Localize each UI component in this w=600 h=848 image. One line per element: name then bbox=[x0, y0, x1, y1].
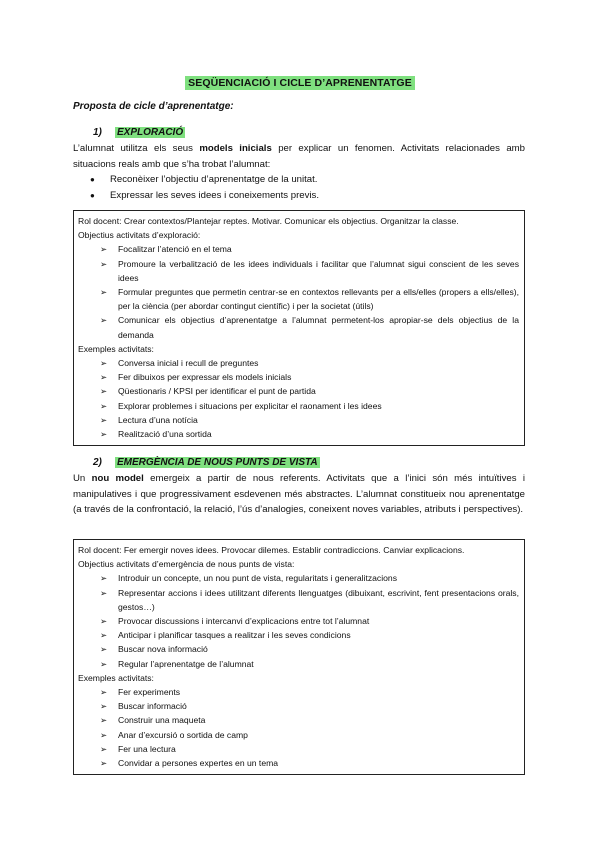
section2-rol: Rol docent: Fer emergir noves idees. Provocar dilemes. Establir contradiccions. Canviar explicacions. bbox=[78, 545, 465, 555]
list-item: ➢ Realització d’una sortida bbox=[78, 427, 519, 441]
section1-title: EXPLORACIÓ bbox=[117, 127, 184, 138]
section1-rol: Rol docent: Crear contextos/Plantejar reptes. Motivar. Comunicar els objectius. Organitzar la classe. bbox=[78, 216, 459, 226]
list-item: ➢ Provocar discussions i intercanvi d’explicacions entre tot l’alumnat bbox=[78, 614, 519, 628]
list-item: ➢ Anar d’excursió o sortida de camp bbox=[78, 728, 519, 742]
list-item: ➢ Fer una lectura bbox=[78, 742, 519, 756]
list-item: ➢ Fer dibuixos per expressar els models inicials bbox=[78, 370, 519, 384]
section2-title: EMERGÈNCIA DE NOUS PUNTS DE VISTA bbox=[117, 457, 318, 468]
section2-objectius-label: Objectius activitats d’emergència de nous punts de vista: bbox=[78, 559, 295, 570]
section2-objectius-list bbox=[78, 571, 519, 670]
section2-paragraph bbox=[73, 471, 525, 518]
list-item: ➢ Buscar informació bbox=[78, 699, 519, 713]
section2-exemples-list bbox=[78, 685, 519, 770]
title-wrap bbox=[0, 73, 600, 91]
list-item: ➢ Introduir un concepte, un nou punt de vista, regularitats i generalitzacions bbox=[78, 571, 519, 585]
document-title: SEQÜENCIACIÓ I CICLE D’APRENENTATGE bbox=[185, 76, 415, 90]
section1-box bbox=[73, 210, 525, 446]
list-item: ➢ Regular l’aprenentatge de l’alumnat bbox=[78, 657, 519, 671]
section2-para-pre: Un bbox=[73, 473, 92, 484]
bullet-item: ● Reconèixer l’objectiu d’aprenentatge de la unitat. bbox=[90, 172, 319, 188]
section2-exemples-label: Exemples activitats: bbox=[78, 672, 154, 683]
bullet-item: ● Expressar les seves idees i coneixements previs. bbox=[90, 188, 319, 204]
list-item: ➢ Qüestionaris / KPSI per identificar el punt de partida bbox=[78, 384, 519, 398]
list-item: ➢ Convidar a persones expertes en un tema bbox=[78, 756, 519, 770]
section2-para-post: emergeix a partir de nous referents. Activitats que a l’inici són més intuïtives i manipulatives i que progressivament esdevenen més abstractes. L’alumnat constitueix nou aprenentatge (a través de la confrontació, la relació, l’ús d’analogies, coneixent noves variables, atributs i perspectives). bbox=[73, 473, 525, 515]
list-item: ➢ Anticipar i planificar tasques a realitzar i les seves condicions bbox=[78, 628, 519, 642]
list-item: ➢ Promoure la verbalització de les idees individuals i facilitar que l’alumnat sigui conscient de les seves idees bbox=[78, 257, 519, 285]
list-item: ➢ Formular preguntes que permetin centrar-se en contextos rellevants per a ells/elles (propers a ells/elles), per la ciència (per abordar contingut científic) i per la societat (útils) bbox=[78, 285, 519, 313]
section1-objectius-label: Objectius activitats d’exploració: bbox=[78, 230, 201, 241]
list-item: ➢ Buscar nova informació bbox=[78, 642, 519, 656]
list-item: ➢ Explorar problemes i situacions per explicitar el raonament i les idees bbox=[78, 399, 519, 413]
list-item: ➢ Representar accions i idees utilitzant diferents llenguatges (dibuixant, escrivint, fent presentacions orals, gestos…) bbox=[78, 586, 519, 614]
section1-heading bbox=[93, 127, 185, 138]
section2-para-bold: nou model bbox=[91, 473, 144, 484]
list-item: ➢ Fer experiments bbox=[78, 685, 519, 699]
subtitle: Proposta de cicle d’aprenentatge: bbox=[73, 101, 234, 112]
section1-paragraph bbox=[73, 141, 525, 172]
section2-number: 2) bbox=[93, 457, 102, 468]
section1-para-bold: models inicials bbox=[199, 143, 272, 154]
list-item: ➢ Lectura d’una notícia bbox=[78, 413, 519, 427]
section1-para-pre: L’alumnat utilitza els seus bbox=[73, 143, 200, 154]
list-item: ➢ Focalitzar l’atenció en el tema bbox=[78, 242, 519, 256]
list-item: ➢ Comunicar els objectius d’aprenentatge a l’alumnat permetent-los apropiar-se dels objectius de la demanda bbox=[78, 313, 519, 341]
list-item: ➢ Conversa inicial i recull de preguntes bbox=[78, 356, 519, 370]
section1-bullets bbox=[90, 172, 319, 203]
list-item: ➢ Construir una maqueta bbox=[78, 713, 519, 727]
section2-box bbox=[73, 539, 525, 775]
section1-exemples-list bbox=[78, 356, 519, 441]
section1-para-post: per explicar un fenomen. Activitats relacionades amb situacions reals amb que s’ha trobat l’alumnat: bbox=[73, 143, 525, 170]
section1-exemples-label: Exemples activitats: bbox=[78, 343, 154, 354]
section1-number: 1) bbox=[93, 127, 102, 138]
section2-heading bbox=[93, 457, 320, 468]
section1-objectius-list bbox=[78, 242, 519, 341]
